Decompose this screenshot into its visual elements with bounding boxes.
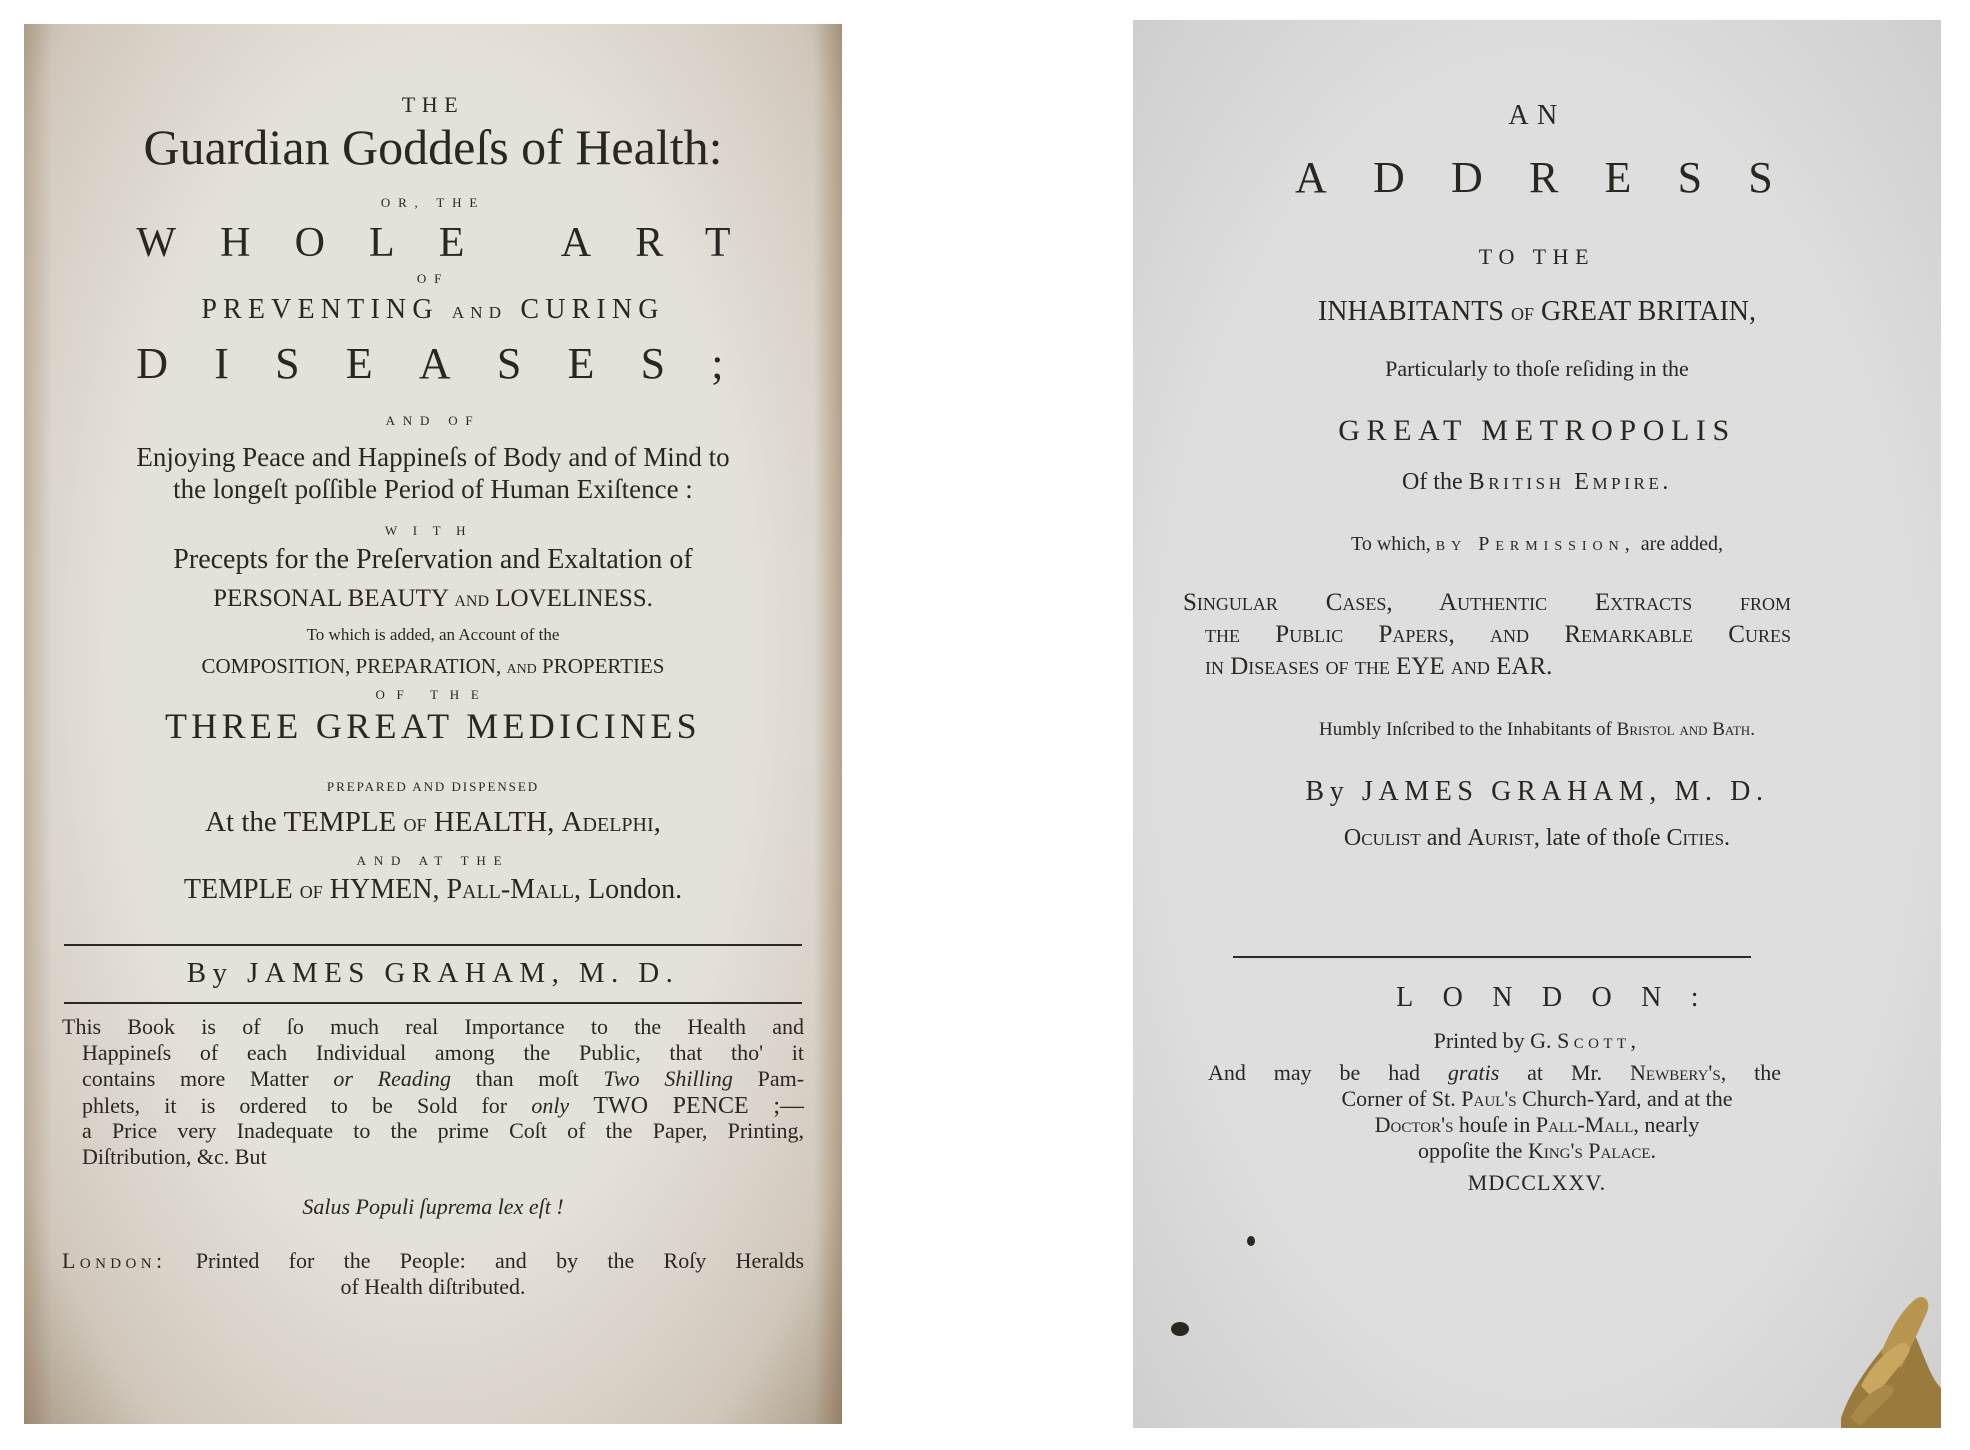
text-two-shilling: Two Shilling <box>603 1066 733 1091</box>
book-title: Guardian Goddeſs of Health: <box>143 119 723 175</box>
heading-address: ADDRESS <box>1295 153 1819 202</box>
notice-line-5: a Price very Inadequate to the prime Coſt of the Paper, Printing, <box>82 1118 804 1143</box>
composition-line <box>24 656 842 677</box>
heading-of: OF <box>416 271 450 286</box>
inhabitants-line <box>1133 298 1941 326</box>
cases-line-1: Singular Cases, Authentic Extracts from <box>1183 589 1791 616</box>
heading-to-the: TO THE <box>1478 244 1596 269</box>
text-british-empire: British Empire. <box>1468 469 1673 495</box>
temple-of-hymen-line <box>24 876 842 904</box>
subtitle-line-1: Enjoying Peace and Happineſs of Body and of Mind to <box>136 442 730 472</box>
text-opposite-the: oppoſite the <box>1417 1138 1523 1163</box>
heading-or-the: OR, THE <box>380 195 486 210</box>
text-church-yard: Church-Yard, and at the <box>1522 1086 1733 1111</box>
text-cities: Cities. <box>1666 825 1731 851</box>
text-health: HEALTH, <box>433 806 555 838</box>
sold-line-4 <box>1133 1140 1941 1162</box>
imprint-line-2: of Health diſtributed. <box>340 1274 526 1299</box>
text-are-added: are added, <box>1640 533 1723 555</box>
account-line: To which is added, an Account of the <box>306 625 560 644</box>
cases-line-2: the Public Papers, and Remarkable Cures <box>1205 621 1791 648</box>
notice-line-2: Happineſs of each Individual among the Public, that tho' it <box>82 1040 804 1065</box>
text-humbly-inscribed: Humbly Inſcribed to the Inhabitants of <box>1319 719 1612 740</box>
left-title-page <box>24 24 842 1424</box>
text-of: OF <box>1510 304 1534 324</box>
text-of: OF <box>299 882 323 902</box>
text-house-in: houſe in <box>1458 1112 1531 1137</box>
text-of: OF <box>403 815 427 835</box>
text-or-reading: or Reading <box>333 1066 451 1091</box>
subtitle-line-2: the longeſt poſſible Period of Human Exiſtence : <box>173 474 693 504</box>
heading-of-the: OF THE <box>375 687 491 702</box>
text-pall-mall: Pall-Mall, <box>446 874 581 905</box>
text-only: only <box>531 1093 570 1118</box>
right-rule <box>1233 956 1751 958</box>
text-phlets: phlets, it is ordered to be Sold for <box>82 1093 508 1118</box>
text-kings-palace: King's Palace. <box>1527 1138 1657 1163</box>
text-aurist: Aurist, <box>1467 825 1540 851</box>
three-great-medicines: THREE GREAT MEDICINES <box>164 706 702 746</box>
temple-of-health-line <box>24 808 842 837</box>
text-pam: Pam- <box>757 1066 805 1091</box>
text-great-britain: GREAT BRITAIN, <box>1540 296 1756 327</box>
brass-hand-ornament <box>1821 1268 1941 1428</box>
heading-with: WITH <box>384 523 482 538</box>
text-to-which: To which, <box>1351 533 1431 555</box>
sold-line-3 <box>1133 1114 1941 1136</box>
beauty-line <box>24 586 842 611</box>
text-london: London. <box>588 874 683 905</box>
london-heading: LONDON: <box>1396 982 1728 1013</box>
text-hymen: HYMEN, <box>329 874 440 905</box>
imprint-line-1 <box>62 1250 804 1272</box>
ink-spot <box>1171 1322 1189 1336</box>
author-line: By JAMES GRAHAM, M. D. <box>186 957 680 989</box>
notice-line-4 <box>82 1094 804 1118</box>
ink-spot <box>1247 1236 1255 1246</box>
text-two-pence: TWO PENCE ;— <box>593 1093 805 1119</box>
precepts-line: Precepts for the Preſervation and Exaltation of <box>173 544 693 575</box>
text-at-the-temple: At the TEMPLE <box>205 806 397 838</box>
text-preventing: PREVENTING <box>201 294 439 325</box>
text-printed-for-people: Printed for the People: and by the Roſy Heralds <box>195 1248 805 1273</box>
text-nearly: nearly <box>1644 1112 1700 1137</box>
text-printed-by: Printed by G. <box>1433 1028 1552 1053</box>
text-than-most: than moſt <box>475 1066 579 1091</box>
text-curing: CURING <box>520 294 665 325</box>
text-of-the: Of the <box>1401 469 1463 495</box>
date-line: MDCCLXXV. <box>1467 1170 1607 1195</box>
text-inhabitants: INHABITANTS <box>1317 296 1504 327</box>
british-empire-line <box>1133 470 1941 494</box>
text-contains: contains more Matter <box>82 1066 309 1091</box>
heading-the: THE <box>401 92 465 117</box>
text-personal-beauty: PERSONAL BEAUTY <box>213 585 449 612</box>
text-and: and <box>1426 825 1462 851</box>
text-temple: TEMPLE <box>183 874 293 905</box>
heading-preventing-curing <box>24 296 842 324</box>
notice-line-1: This Book is of ſo much real Importance to the Health and <box>62 1014 804 1039</box>
text-oculist: Oculist <box>1343 825 1421 851</box>
text-scott: Scott, <box>1557 1028 1641 1053</box>
text-late-of-those: late of thoſe <box>1545 825 1661 851</box>
text-pall-mall: Pall-Mall, <box>1535 1112 1639 1137</box>
heading-whole-art: WHOLE ART <box>136 220 775 266</box>
text-and: AND <box>506 662 537 677</box>
permission-line <box>1133 534 1941 554</box>
text-and: AND <box>454 593 489 610</box>
heading-and-of: AND OF <box>385 413 481 428</box>
oculist-line <box>1133 826 1941 850</box>
text-properties: PROPERTIES <box>542 654 665 678</box>
cases-line-3: in Diseases of the EYE and EAR. <box>1205 653 1553 680</box>
text-loveliness: LOVELINESS. <box>495 585 653 612</box>
printed-by-line <box>1133 1030 1941 1052</box>
text-and: AND <box>451 303 508 322</box>
text-bristol-bath: Bristol and Bath. <box>1616 719 1755 740</box>
author-line-right: By JAMES GRAHAM, M. D. <box>1305 776 1769 807</box>
text-corner-of-st: Corner of St. <box>1341 1086 1456 1111</box>
motto: Salus Populi ſuprema lex eſt ! <box>302 1194 564 1219</box>
text-doctors: Doctor's <box>1374 1112 1454 1137</box>
text-gratis: gratis <box>1447 1060 1500 1085</box>
great-metropolis: GREAT METROPOLIS <box>1338 414 1736 447</box>
right-title-page <box>1133 20 1941 1428</box>
bottom-rule <box>64 1002 802 1004</box>
text-pauls: Paul's <box>1461 1086 1517 1111</box>
heading-and-at-the: AND AT THE <box>356 853 510 868</box>
top-rule <box>64 944 802 946</box>
text-at-mr: at Mr. <box>1527 1060 1603 1085</box>
prepared-dispensed: PREPARED AND DISPENSED <box>326 779 540 794</box>
inscribed-line <box>1133 720 1941 739</box>
notice-line-6: Diſtribution, &c. But <box>82 1144 267 1169</box>
heading-an: AN <box>1508 100 1566 131</box>
text-composition: COMPOSITION, PREPARATION, <box>201 654 502 678</box>
heading-diseases: DISEASES; <box>136 339 770 388</box>
text-adelphi: Adelphi, <box>561 806 661 838</box>
text-newbery: Newbery's, <box>1630 1060 1727 1085</box>
text-by-permission: by Permission, <box>1435 533 1636 555</box>
sold-line-2 <box>1133 1088 1941 1110</box>
sold-line-1 <box>1208 1062 1781 1084</box>
notice-line-3 <box>82 1068 804 1090</box>
text-the: the <box>1754 1060 1782 1085</box>
text-may-be-had: And may be had <box>1208 1060 1420 1085</box>
text-london-imprint: London: <box>62 1248 167 1273</box>
particularly-line: Particularly to thoſe reſiding in the <box>1385 356 1689 381</box>
